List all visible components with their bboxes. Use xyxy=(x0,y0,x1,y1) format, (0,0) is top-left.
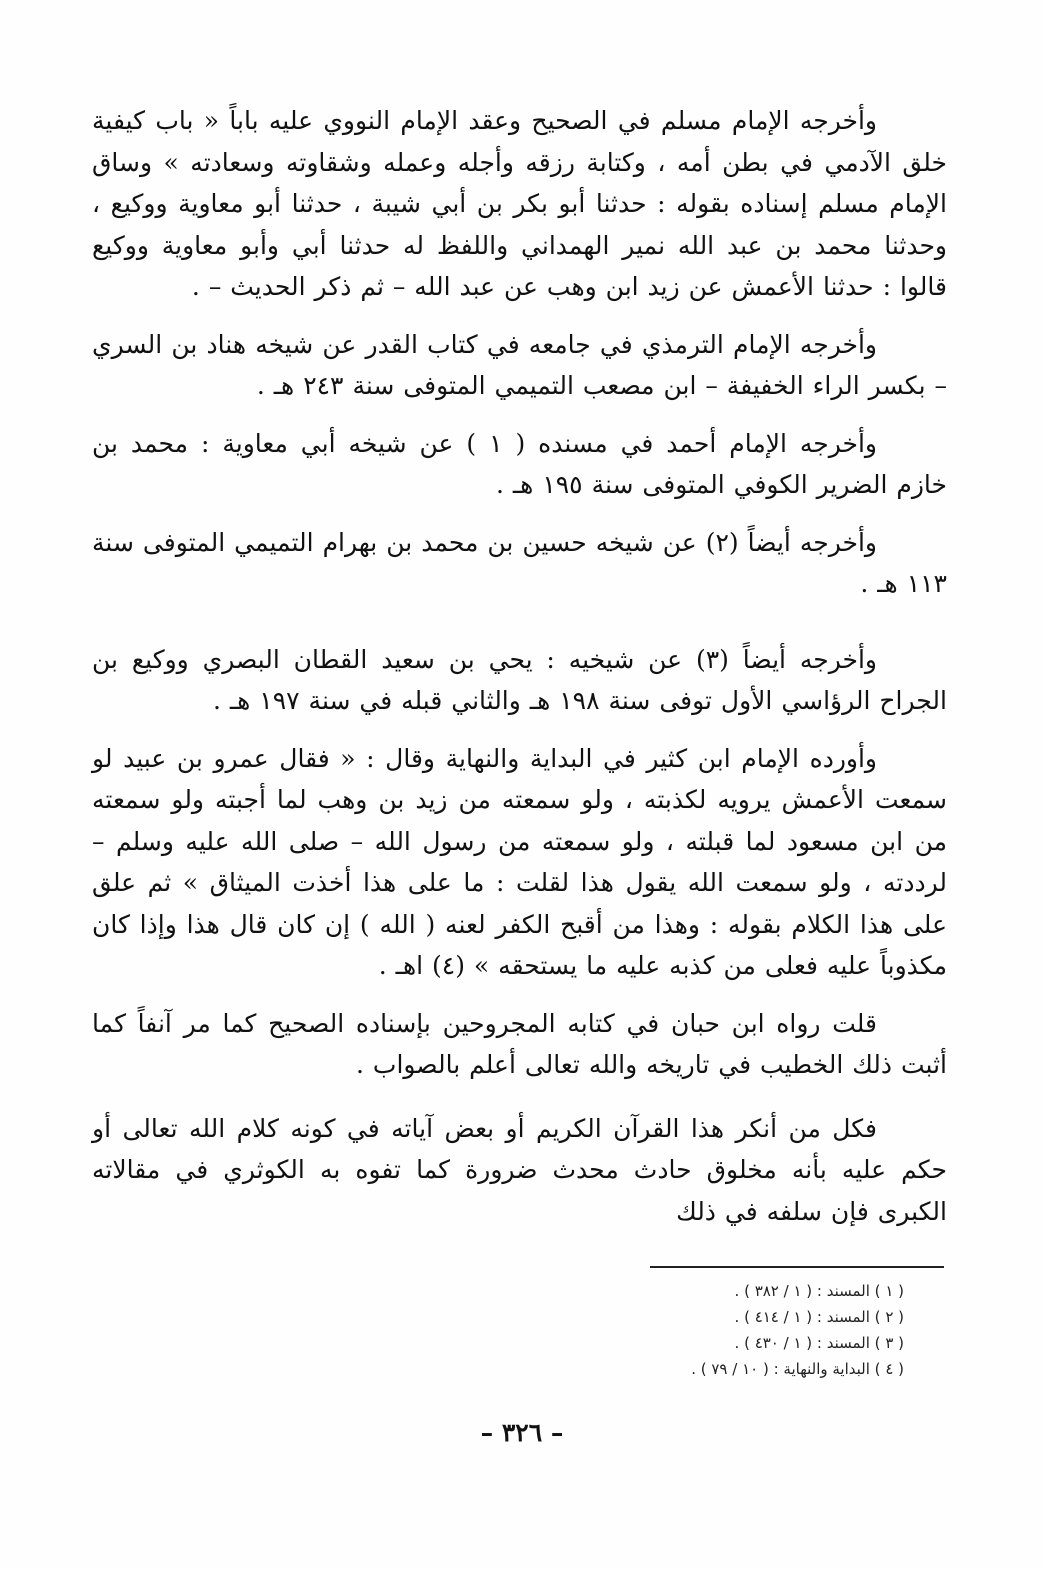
paragraph-ahmad-husayn: وأخرجه أيضاً (٢) عن شيخه حسين بن محمد بن بهرام التميمي المتوفى سنة ١١٣ هـ . xyxy=(92,527,947,598)
footnote-4: ( ٤ ) البداية والنهاية : ( ١٠ / ٧٩ ) . xyxy=(691,1360,904,1378)
paragraph-ibn-hibban: قلت رواه ابن حبان في كتابه المجروحين بإسناده الصحيح كما مر آنفاً كما أثبت ذلك الخطيب في تاريخه والله تعالى أعلم بالصواب . xyxy=(92,1008,947,1079)
paragraph-ahmad-musnad: وأخرجه الإمام أحمد في مسنده ( ١ ) عن شيخه أبي معاوية : محمد بن خازم الضرير الكوفي المتوفى سنة ١٩٥ هـ . xyxy=(92,428,947,499)
paragraph-conclusion: فكل من أنكر هذا القرآن الكريم أو بعض آياته في كونه كلام الله تعالى أو حكم عليه بأنه مخلوق حادث محدث ضرورة كما تفوه به الكوثري في مقالاته الكبرى فإن سلفه في ذلك xyxy=(92,1113,947,1226)
page-number: – ٣٢٦ – xyxy=(480,1418,564,1447)
footnote-1: ( ١ ) المسند : ( ١ / ٣٨٢ ) . xyxy=(734,1282,904,1300)
paragraph-ahmad-two-shaykhs: وأخرجه أيضاً (٣) عن شيخيه : يحي بن سعيد القطان البصري ووكيع بن الجراح الرؤاسي الأول توفى سنة ١٩٨ هـ والثاني قبله في سنة ١٩٧ هـ . xyxy=(92,644,947,715)
footnotes xyxy=(604,1278,904,1382)
footnote-2: ( ٢ ) المسند : ( ١ / ٤١٤ ) . xyxy=(734,1308,904,1326)
paragraph-muslim: وأخرجه الإمام مسلم في الصحيح وعقد الإمام النووي عليه باباً « باب كيفية خلق الآدمي في بطن أمه ، وكتابة رزقه وأجله وعمله وشقاوته وسعادته » وساق الإمام مسلم إسناده بقوله : حدثنا أبو بكر بن أبي شيبة ، حدثنا أبو معاوية ووكيع ، وحدثنا محمد بن عبد الله نمير الهمداني واللفظ له حدثنا أبي وأبو معاوية ووكيع قالوا : حدثنا الأعمش عن زيد ابن وهب عن عبد الله – ثم ذكر الحديث – . xyxy=(92,106,947,301)
footnote-divider xyxy=(650,1266,944,1268)
paragraph-ibn-kathir: وأورده الإمام ابن كثير في البداية والنهاية وقال : « فقال عمرو بن عبيد لو سمعت الأعمش يرويه لكذبته ، ولو سمعته من زيد بن وهب لما أجبته ولو سمعته من ابن مسعود لما قبلته ، ولو سمعته من رسول الله – صلى الله عليه وسلم – لرددته ، ولو سمعت الله يقول هذا لقلت : ما على هذا أخذت الميثاق » ثم علق على هذا الكلام بقوله : وهذا من أقبح الكفر لعنه ( الله ) إن كان قال هذا وإذا كان مكذوباً عليه فعلى من كذبه عليه ما يستحقه » (٤) اهـ . xyxy=(92,743,947,980)
paragraph-tirmidhi: وأخرجه الإمام الترمذي في جامعه في كتاب القدر عن شيخه هناد بن السري – بكسر الراء الخفيفة – ابن مصعب التميمي المتوفى سنة ٢٤٣ هـ . xyxy=(92,329,947,400)
main-text xyxy=(92,100,947,1248)
footnote-3: ( ٣ ) المسند : ( ١ / ٤٣٠ ) . xyxy=(734,1334,904,1352)
